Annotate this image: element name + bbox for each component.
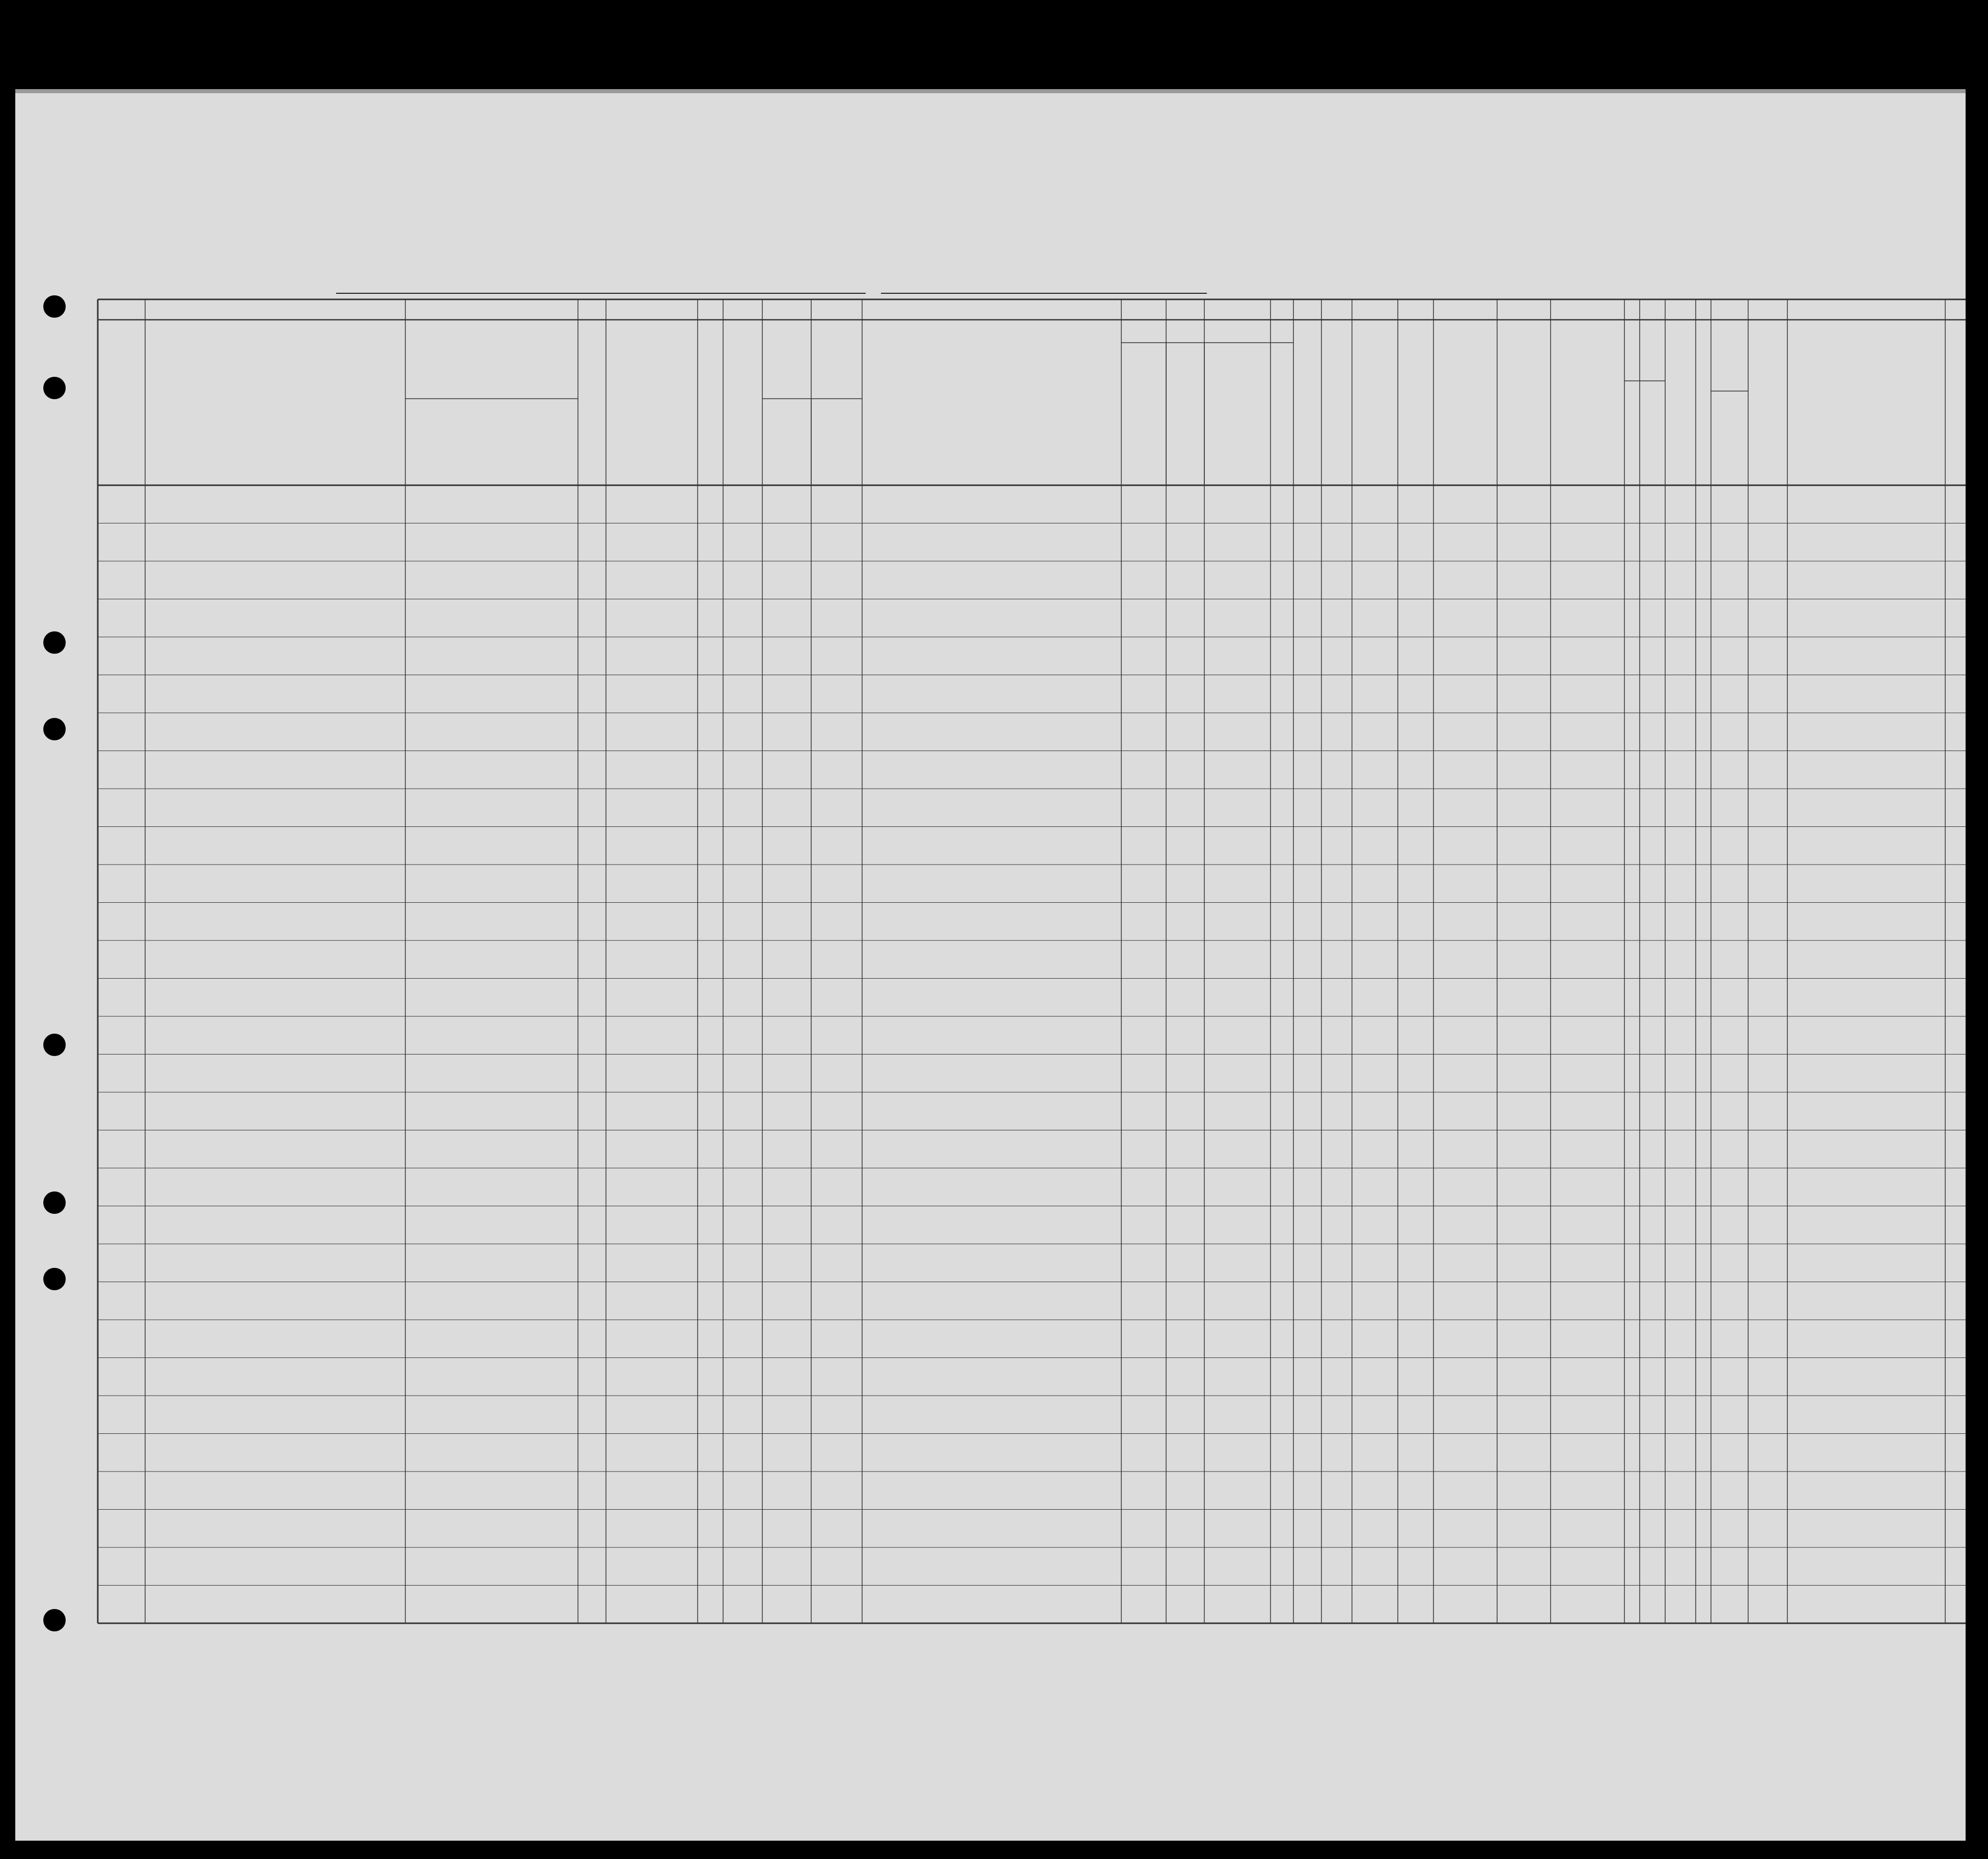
binder-hole bbox=[43, 631, 66, 654]
binder-hole bbox=[43, 377, 66, 399]
binder-hole bbox=[43, 1191, 66, 1214]
binder-hole bbox=[43, 718, 66, 740]
manifest-grid bbox=[15, 93, 1966, 1845]
manifest-sheet bbox=[15, 89, 1966, 1841]
binder-hole bbox=[43, 1268, 66, 1290]
binder-hole bbox=[43, 1609, 66, 1631]
binder-hole bbox=[43, 295, 66, 318]
binder-hole bbox=[43, 1034, 66, 1056]
